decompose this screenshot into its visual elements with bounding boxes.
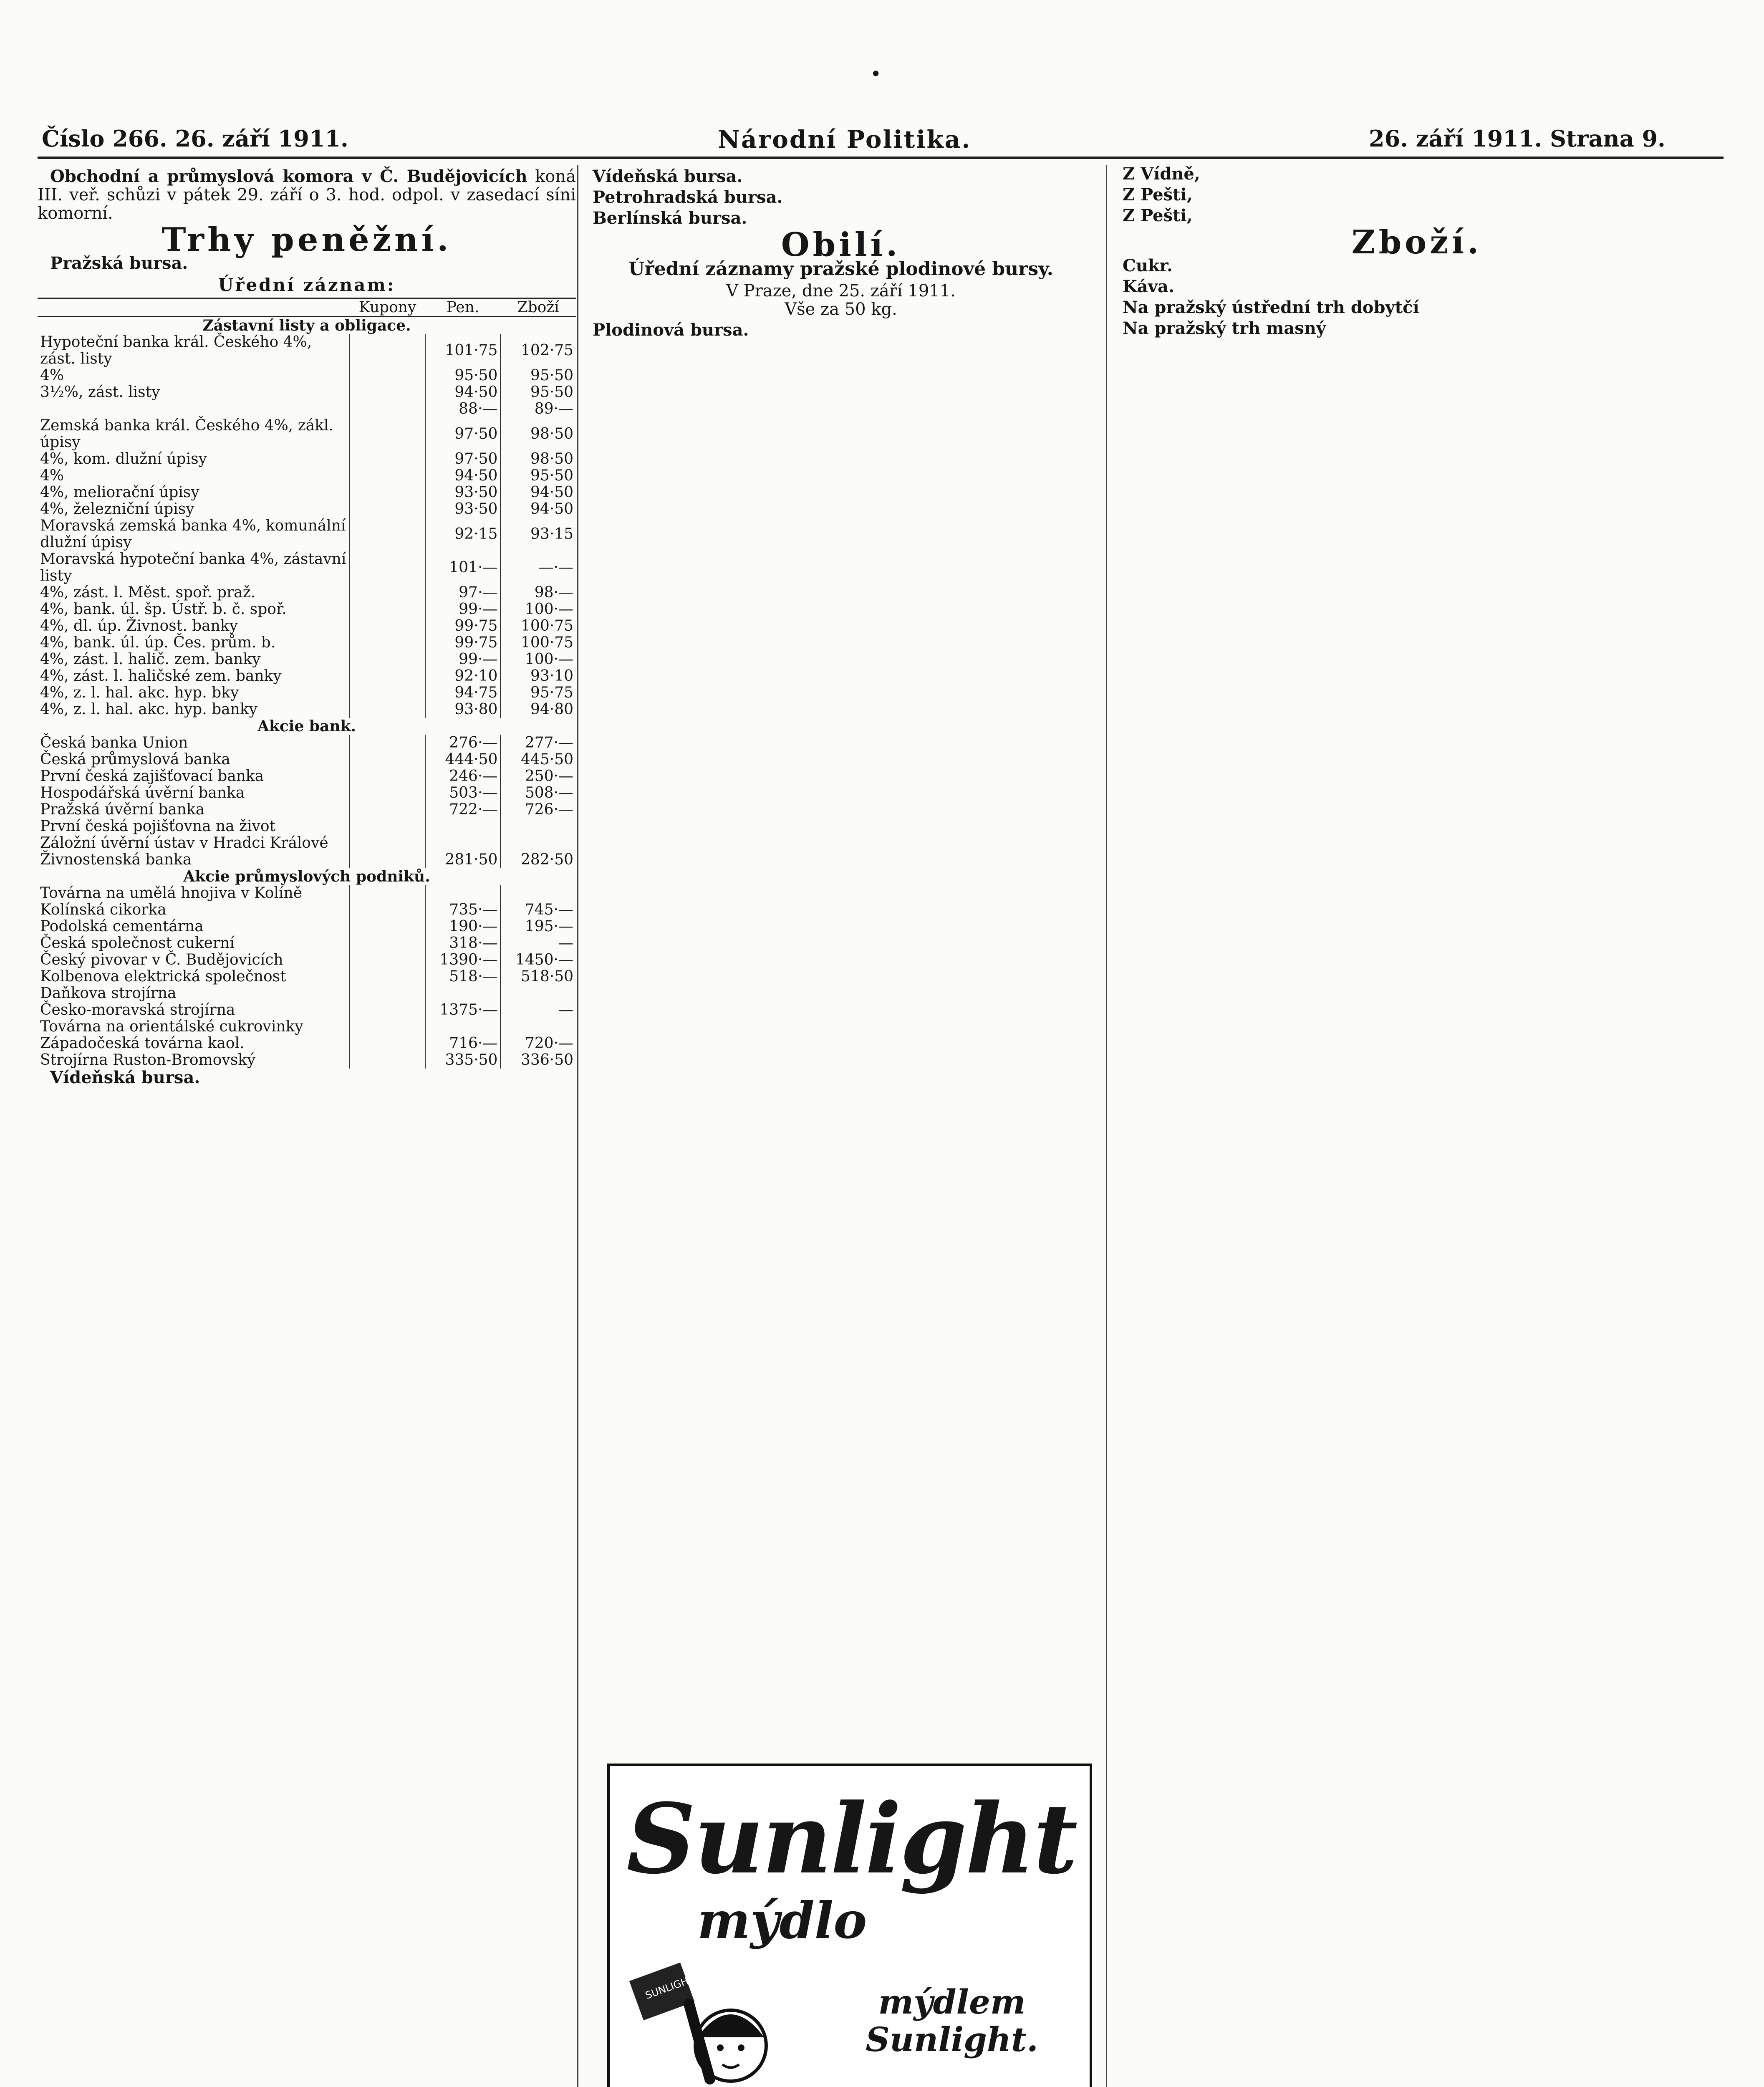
table-row [38,818,576,835]
table-cell-coupon [350,801,425,818]
table-cell-name: Záložní úvěrní ústav v Hradci Králové [40,834,328,851]
table-cell-zbozi: 94·80 [500,701,576,718]
table-cell-pen: 1390·— [425,952,501,968]
table-cell-coupon [350,551,425,584]
table-cell-name: Česká společnost cukerní [40,935,235,952]
table-row [38,835,576,851]
petersburg-bourse-heading: Petrohradská bursa. [593,187,783,207]
notice-paragraph [38,167,576,222]
table-cell-name: 4%, zást. l. halič. zem. banky [40,651,261,668]
table-cell-name: Západočeská továrna kaol. [40,1035,245,1052]
official-record-title: Úřední záznam: [218,275,396,295]
table-row [38,601,576,618]
meat-market-heading: Na pražský trh masný [1123,318,1326,338]
header-pen: Pen. [425,298,501,317]
table-row [38,668,576,685]
table-cell-pen: 99·75 [425,634,501,651]
table-cell-zbozi: 94·50 [500,484,576,501]
table-cell-name: 4%, z. l. hal. akc. hyp. banky [40,701,257,718]
table-row [38,985,576,1002]
table-cell-coupon [350,835,425,851]
table-row [38,1052,576,1069]
table-cell-coupon [350,701,425,718]
table-cell-zbozi: 745·— [500,902,576,918]
table-cell-pen [425,985,501,1002]
header-name [38,298,350,317]
table-cell-pen [425,835,501,851]
vienna-commodity-paragraph [1110,165,1724,183]
table-cell-zbozi: 100·— [500,601,576,618]
commodity-bourse-heading: Plodinová bursa. [593,320,749,340]
section-title-grain: Obilí. [781,226,901,264]
table-cell-pen: 93·50 [425,484,501,501]
table-cell-pen: 190·— [425,918,501,935]
table-cell-name: Kolbenova elektrická společnost [40,968,286,985]
table-row [38,417,576,451]
table-cell-name: 4% [40,467,64,484]
table-cell-pen: 281·50 [425,851,501,868]
table-row [38,367,576,384]
sugar-heading: Cukr. [1123,256,1173,275]
table-cell-name: 4%, meliorační úpisy [40,484,199,501]
table-cell-name: Živnostenská banka [40,851,192,868]
table-cell-coupon [350,818,425,835]
table-row [38,885,576,902]
table-cell-zbozi: 720·— [500,1035,576,1052]
table-cell-pen: 246·— [425,768,501,785]
table-cell-zbozi: 100·— [500,651,576,668]
table-cell-coupon [350,367,425,384]
table-cell-pen: 99·— [425,601,501,618]
table-row [38,768,576,785]
table-cell-coupon [350,1052,425,1069]
table-row [38,384,576,401]
cattle-market-heading: Na pražský ústřední trh dobytčí [1123,298,1419,317]
table-cell-pen: 716·— [425,1035,501,1052]
ad-brand: Sunlight [626,1783,1076,1895]
table-row [38,618,576,634]
svg-text:SUNLIGHT: SUNLIGHT [644,1973,696,2002]
table-cell-zbozi: 94·50 [500,501,576,518]
table-cell-coupon [350,851,425,868]
quotes-table [38,298,576,1069]
table-cell-coupon [350,768,425,785]
table-cell-zbozi [500,1018,576,1035]
berlin-bourse-heading: Berlínská bursa. [593,208,747,228]
table-cell-coupon [350,668,425,685]
table-row [38,1035,576,1052]
table-cell-coupon [350,401,425,417]
table-row [38,467,576,484]
quotes-table-body [38,317,576,1069]
table-cell-pen [425,818,501,835]
table-cell-coupon [350,1018,425,1035]
coffee-heading: Káva. [1123,277,1174,296]
table-cell-name: 3½%, zást. listy [40,384,160,401]
table-cell-zbozi: — [500,1002,576,1018]
table-cell-coupon [350,902,425,918]
table-cell-name: Daňkova strojírna [40,985,177,1002]
table-row [38,484,576,501]
table-cell-name [38,401,350,417]
table-cell-name: 4%, zást. l. haličské zem. banky [40,667,282,685]
table-cell-pen: 88·— [425,401,501,417]
table-cell-coupon [350,384,425,401]
table-cell-pen: 722·— [425,801,501,818]
table-cell-zbozi [500,818,576,835]
table-row [38,701,576,718]
commodity-bourse-paragraph [580,321,1102,339]
table-cell-coupon [350,417,425,451]
table-cell-coupon [350,467,425,484]
table-cell-pen: 101·75 [425,334,501,367]
table-cell-pen: 99·75 [425,618,501,634]
table-cell-zbozi: 93·10 [500,668,576,685]
grain-date: V Praze, dne 25. září 1911. [726,281,956,301]
notice-heading: Obchodní a průmyslová komora v Č. Budějovicích [50,167,527,186]
header-rule [38,157,1724,159]
coffee-paragraph [1110,278,1724,296]
vienna-bourse-heading: Vídeňská bursa. [50,1068,200,1087]
table-row [38,935,576,952]
table-cell-name: 4%, z. l. hal. akc. hyp. bky [40,684,239,701]
pest-commodity-paragraph [1110,186,1724,204]
petersburg-bourse-paragraph [580,188,1102,207]
table-cell-name: Moravská zemská banka 4%, komunální dlužní úpisy [40,517,346,551]
table-cell-name: Strojírna Ruston-Bromovský [40,1051,256,1069]
table-cell-coupon [350,601,425,618]
table-cell-coupon [350,584,425,601]
table-cell-coupon [350,634,425,651]
table-cell-zbozi: 98·— [500,584,576,601]
header-kupony: Kupony [350,298,425,317]
table-cell-zbozi: —·— [500,551,576,584]
top-mark: • [870,63,882,85]
table-cell-zbozi: 98·50 [500,417,576,451]
vienna-bourse-2-paragraph [580,167,1102,186]
table-cell-pen: 444·50 [425,751,501,768]
section-title-goods: Zboží. [1351,223,1482,261]
prague-bourse-heading: Pražská bursa. [50,253,188,273]
table-cell-zbozi [500,985,576,1002]
table-cell-pen: 318·— [425,935,501,952]
table-cell-name: Kolínská cikorka [40,901,167,918]
table-row [38,685,576,701]
table-cell-pen: 97·— [425,584,501,601]
table-cell-coupon [350,952,425,968]
table-cell-coupon [350,518,425,551]
table-cell-name: Hypoteční banka král. Českého 4%, zást. listy [40,334,312,367]
table-cell-zbozi: 93·15 [500,518,576,551]
table-cell-zbozi [500,885,576,902]
table-group-label [38,868,576,885]
table-cell-name: Česká banka Union [40,734,188,751]
column-divider [577,165,578,2087]
table-row [38,334,576,367]
table-row [38,902,576,918]
column-divider [1106,165,1107,2087]
table-cell-zbozi: 95·50 [500,467,576,484]
table-row [38,1018,576,1035]
table-cell-pen: 99·— [425,651,501,668]
table-row [38,451,576,467]
table-cell-coupon [350,685,425,701]
table-cell-name: První česká zajišťovací banka [40,768,264,785]
cattle-market-paragraph [1110,298,1724,317]
table-group-label-text: Akcie průmyslových podniků. [183,868,430,885]
table-cell-zbozi: 726·— [500,801,576,818]
table-row [38,735,576,751]
ad-brand-repeat: mýdlem Sunlight. [866,1982,1038,2059]
issue-info-right: 26. září 1911. Strana 9. [1369,125,1666,152]
table-cell-pen: 94·50 [425,467,501,484]
table-cell-name: Podolská cementárna [40,918,204,935]
table-cell-pen: 97·50 [425,451,501,467]
table-cell-coupon [350,334,425,367]
table-cell-zbozi: 100·75 [500,634,576,651]
ad-text-block [831,1966,1073,2083]
table-cell-name: Moravská hypoteční banka 4%, zástavní listy [40,551,346,584]
table-cell-name: Český pivovar v Č. Budějovicích [40,951,283,968]
table-cell-zbozi: 250·— [500,768,576,785]
table-cell-pen: 97·50 [425,417,501,451]
table-cell-name: Pražská úvěrní banka [40,801,205,818]
table-row [38,751,576,768]
table-group-label [38,718,576,735]
table-cell-name: 4%, dl. úp. Živnost. banky [40,617,238,634]
table-cell-zbozi [500,835,576,851]
pest-commodity-heading: Z Pešti, [1123,185,1193,205]
table-cell-pen: 518·— [425,968,501,985]
table-cell-zbozi: 102·75 [500,334,576,367]
table-cell-zbozi: 195·— [500,918,576,935]
table-cell-pen: 101·— [425,551,501,584]
table-cell-coupon [350,735,425,751]
table-cell-coupon [350,1002,425,1018]
table-cell-name: 4%, železniční úpisy [40,500,194,518]
table-cell-pen: 503·— [425,785,501,801]
table-cell-pen: 94·50 [425,384,501,401]
table-row [38,801,576,818]
table-cell-coupon [350,935,425,952]
quotes-table-header [38,298,576,317]
table-row [38,918,576,935]
table-row [38,584,576,601]
washerwoman-illustration-icon [626,1941,818,2087]
table-cell-coupon [350,651,425,668]
table-group-label [38,317,576,334]
header-zbozi: Zboží [500,298,576,317]
table-cell-pen [425,885,501,902]
table-cell-pen: 93·50 [425,501,501,518]
vienna-bourse-paragraph [38,1069,576,1087]
table-row [38,851,576,868]
table-cell-zbozi: 89·— [500,401,576,417]
meat-market-paragraph [1110,319,1724,338]
table-cell-name: 4%, bank. úl. šp. Ústř. b. č. spoř. [40,601,287,618]
table-cell-zbozi: — [500,935,576,952]
table-cell-zbozi: 518·50 [500,968,576,985]
table-cell-coupon [350,985,425,1002]
table-cell-coupon [350,1035,425,1052]
table-cell-zbozi: 336·50 [500,1052,576,1069]
table-cell-pen: 735·— [425,902,501,918]
vienna-commodity-heading: Z Vídně, [1123,165,1200,184]
table-cell-coupon [350,484,425,501]
table-row [38,968,576,985]
pest-commodity-2-heading: Z Pešti, [1123,206,1193,225]
table-cell-name: 4%, zást. l. Měst. spoř. praž. [40,584,256,601]
table-cell-pen: 335·50 [425,1052,501,1069]
sunlight-advertisement [607,1764,1092,2087]
berlin-bourse-paragraph [580,209,1102,227]
pest-commodity-2-paragraph [1110,207,1724,225]
table-cell-zbozi: 98·50 [500,451,576,467]
table-row [38,952,576,968]
table-cell-pen [425,1018,501,1035]
table-row [38,551,576,584]
table-row [38,634,576,651]
table-row [38,785,576,801]
section-title-money-markets: Trhy peněžní. [162,221,452,259]
table-cell-zbozi: 95·75 [500,685,576,701]
table-cell-zbozi: 508·— [500,785,576,801]
masthead: Národní Politika. [718,125,972,154]
table-cell-pen: 1375·— [425,1002,501,1018]
table-cell-coupon [350,885,425,902]
table-cell-coupon [350,968,425,985]
table-cell-name: Hospodářská úvěrní banka [40,784,245,801]
vienna-bourse-2-heading: Vídeňská bursa. [593,167,743,186]
table-cell-coupon [350,501,425,518]
table-cell-name: Česká průmyslová banka [40,751,230,768]
column-3 [1110,165,1724,2087]
table-cell-coupon [350,785,425,801]
table-cell-zbozi: 95·50 [500,384,576,401]
ad-subtitle: mýdlo [697,1891,867,1950]
table-row [38,518,576,551]
table-group-label-text: Akcie bank. [257,718,356,735]
table-cell-pen: 92·10 [425,668,501,685]
table-cell-zbozi: 277·— [500,735,576,751]
grain-unit: Vše za 50 kg. [785,300,897,319]
table-cell-name: 4% [40,367,64,384]
table-group-label-text: Zástavní listy a obligace. [202,317,411,334]
table-cell-zbozi: 282·50 [500,851,576,868]
table-row [38,401,576,417]
table-cell-zbozi: 95·50 [500,367,576,384]
table-cell-coupon [350,751,425,768]
table-cell-name: 4%, bank. úl. úp. Čes. prům. b. [40,634,276,651]
column-1 [38,165,576,2087]
table-cell-name: Továrna na umělá hnojiva v Kolíně [40,884,302,902]
table-cell-zbozi: 445·50 [500,751,576,768]
table-cell-pen: 95·50 [425,367,501,384]
table-cell-name: První česká pojišťovna na život [40,818,276,835]
table-cell-pen: 92·15 [425,518,501,551]
grain-subtitle: Úřední záznamy pražské plodinové bursy. [628,258,1053,280]
table-cell-pen: 276·— [425,735,501,751]
table-cell-name: 4%, kom. dlužní úpisy [40,450,207,467]
notice-text: koná III. veř. schůzi v pátek 29. září o 3. hod. odpol. v zasedací síni komorní. [38,167,576,223]
table-cell-coupon [350,451,425,467]
table-cell-pen: 94·75 [425,685,501,701]
table-cell-coupon [350,618,425,634]
table-row [38,1002,576,1018]
table-cell-zbozi: 100·75 [500,618,576,634]
table-cell-name: Továrna na orientálské cukrovinky [40,1018,303,1035]
table-cell-coupon [350,918,425,935]
table-cell-pen: 93·80 [425,701,501,718]
table-cell-zbozi: 1450·— [500,952,576,968]
issue-info-left: Číslo 266. 26. září 1911. [42,125,348,152]
table-cell-name: Zemská banka král. Českého 4%, zákl. úpisy [40,417,333,451]
table-cell-name: Česko-moravská strojírna [40,1001,235,1018]
table-row [38,501,576,518]
table-row [38,651,576,668]
